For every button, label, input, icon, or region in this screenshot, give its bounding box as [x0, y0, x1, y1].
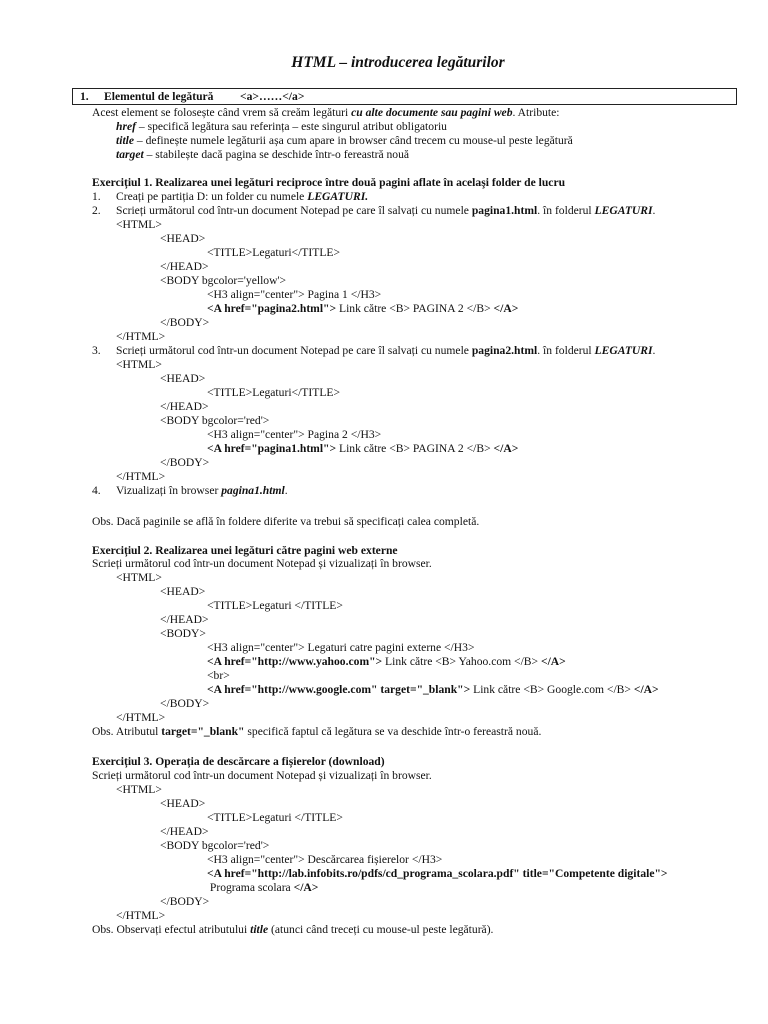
code-anchor-text: Link către <B> PAGINA 2 </B> [336, 442, 494, 455]
code-line: </HEAD> [160, 613, 209, 626]
ex1-step-number: 4. [92, 484, 101, 497]
code-line: <HEAD> [160, 372, 206, 385]
code-anchor-open: <A href="http://www.yahoo.com"> [207, 655, 383, 668]
ex3-intro: Scrieți următorul cod într-un document Notepad și vizualizați în browser. [92, 769, 432, 782]
code-line: <H3 align="center"> Descărcarea fișierelor </H3> [207, 853, 443, 866]
attr-name: href [116, 120, 136, 133]
code-line: <HEAD> [160, 797, 206, 810]
ex3-observation [92, 923, 493, 937]
ex2-intro: Scrieți următorul cod într-un document Notepad și vizualizați în browser. [92, 557, 432, 570]
attr-desc: – definește numele legăturii așa cum apare in browser când trecem cu mouse-ul peste legătură [134, 134, 573, 147]
ex2-observation [92, 725, 541, 739]
code-anchor-text: Link către <B> Google.com </B> [470, 683, 634, 696]
code-line: <HTML> [116, 218, 162, 231]
exercise3-heading: Exercițiul 3. Operația de descărcare a fișierelor (download) [92, 755, 385, 768]
code-anchor-open: <A href="pagina1.html"> [207, 442, 337, 455]
step-text: . în folderul [537, 204, 595, 217]
section-title: Elementul de legătură [104, 90, 214, 103]
code-line: </BODY> [160, 316, 210, 329]
section-tag: <a>……</a> [240, 90, 305, 103]
code-anchor-text: Link către <B> PAGINA 2 </B> [336, 302, 494, 315]
section-number: 1. [80, 90, 89, 103]
ex1-step-number: 3. [92, 344, 101, 357]
code-line: <H3 align="center"> Legaturi catre pagini externe </H3> [207, 641, 475, 654]
code-line [207, 655, 566, 669]
code-line: <TITLE>Legaturi</TITLE> [207, 246, 341, 259]
code-anchor-close: </A> [540, 655, 566, 668]
attribute-title [116, 134, 573, 148]
code-anchor-close: </A> [493, 442, 519, 455]
code-line: <HTML> [116, 358, 162, 371]
code-line: </HTML> [116, 711, 166, 724]
page-title: HTML – introducerea legăturilor [291, 54, 505, 71]
attr-name: target [116, 148, 144, 161]
code-line [207, 881, 318, 895]
ex1-step3 [116, 344, 655, 358]
code-line [207, 302, 518, 316]
code-line: </HTML> [116, 909, 166, 922]
code-line: </HTML> [116, 330, 166, 343]
code-line: <BODY> [160, 627, 206, 640]
folder-name: LEGATURI. [307, 190, 369, 203]
exercise2-heading: Exercițiul 2. Realizarea unei legături către pagini web externe [92, 544, 398, 557]
obs-text: specifică faptul că legătura se va deschide într-o fereastră nouă. [244, 725, 542, 738]
ex1-step2 [116, 204, 655, 218]
code-line: </HTML> [116, 470, 166, 483]
step-text: Scrieți următorul cod într-un document Notepad pe care îl salvați cu numele [116, 344, 472, 357]
code-line: </BODY> [160, 456, 210, 469]
code-line: <TITLE>Legaturi</TITLE> [207, 386, 341, 399]
step-text: . [652, 204, 656, 217]
code-line: <HEAD> [160, 585, 206, 598]
code-line: <BODY bgcolor='yellow'> [160, 274, 287, 287]
obs-text: Obs. Observați efectul atributului [92, 923, 251, 936]
code-anchor-open: <A href="pagina2.html"> [207, 302, 337, 315]
folder-name: LEGATURI [594, 344, 653, 357]
intro-text: Acest element se folosește când vrem să creăm legături [92, 106, 352, 119]
step-text: . [652, 344, 656, 357]
ex1-observation: Obs. Dacă paginile se află în foldere diferite va trebui să specificați calea completă. [92, 515, 480, 528]
code-line: </BODY> [160, 895, 210, 908]
step-text: . în folderul [537, 344, 595, 357]
obs-attribute: title [250, 923, 269, 936]
obs-text: Obs. Atributul [92, 725, 162, 738]
code-line: </HEAD> [160, 825, 209, 838]
code-line: <HTML> [116, 571, 162, 584]
code-anchor-text: Programa scolara [207, 881, 294, 894]
file-name: pagina1.html [471, 204, 538, 217]
code-line [207, 683, 659, 697]
code-line: </BODY> [160, 697, 210, 710]
intro-emphasis: cu alte documente sau pagini web [351, 106, 513, 119]
code-line: </HEAD> [160, 260, 209, 273]
code-line: </HEAD> [160, 400, 209, 413]
ex1-step-number: 2. [92, 204, 101, 217]
code-line: <TITLE>Legaturi </TITLE> [207, 811, 343, 824]
code-line: <HTML> [116, 783, 162, 796]
ex1-step4 [116, 484, 288, 498]
file-name: pagina2.html [471, 344, 538, 357]
code-line: <TITLE>Legaturi </TITLE> [207, 599, 343, 612]
obs-text: (atunci când treceți cu mouse-ul peste legătură). [268, 923, 494, 936]
code-line [207, 442, 518, 456]
code-anchor-close: </A> [633, 683, 659, 696]
obs-code: target="_blank" [161, 725, 245, 738]
code-line: <BODY bgcolor='red'> [160, 414, 270, 427]
code-line: <HEAD> [160, 232, 206, 245]
code-anchor-close: </A> [293, 881, 319, 894]
code-line: <BODY bgcolor='red'> [160, 839, 270, 852]
attr-desc: – stabilește dacă pagina se deschide într-o fereastră nouă [143, 148, 410, 161]
code-anchor-text: Link către <B> Yahoo.com </B> [382, 655, 541, 668]
step-text: Vizualizați în browser [116, 484, 222, 497]
attribute-href [116, 120, 447, 134]
step-text: Scrieți următorul cod într-un document Notepad pe care îl salvați cu numele [116, 204, 472, 217]
code-anchor-open: <A href="http://www.google.com" target="_blank"> [207, 683, 471, 696]
attr-name: title [116, 134, 135, 147]
file-name: pagina1.html [221, 484, 285, 497]
code-line: <br> [207, 669, 230, 682]
step-text: Creați pe partiția D: un folder cu numele [116, 190, 308, 203]
ex1-step-number: 1. [92, 190, 101, 203]
code-line: <H3 align="center"> Pagina 2 </H3> [207, 428, 382, 441]
intro-line [92, 106, 560, 120]
intro-tail: . Atribute: [512, 106, 560, 119]
code-anchor-close: </A> [493, 302, 519, 315]
step-text: . [284, 484, 288, 497]
attr-desc: – specifică legătura sau referința – este singurul atribut obligatoriu [135, 120, 447, 133]
ex1-step1 [116, 190, 368, 204]
exercise1-heading: Exercițiul 1. Realizarea unei legături reciproce între două pagini aflate în acelaşi folder de lucru [92, 176, 566, 189]
code-line: <A href="http://lab.infobits.ro/pdfs/cd_programa_scolara.pdf" title="Competente digitale"> [207, 867, 668, 880]
attribute-target [116, 148, 409, 162]
code-line: <H3 align="center"> Pagina 1 </H3> [207, 288, 382, 301]
folder-name: LEGATURI [594, 204, 653, 217]
